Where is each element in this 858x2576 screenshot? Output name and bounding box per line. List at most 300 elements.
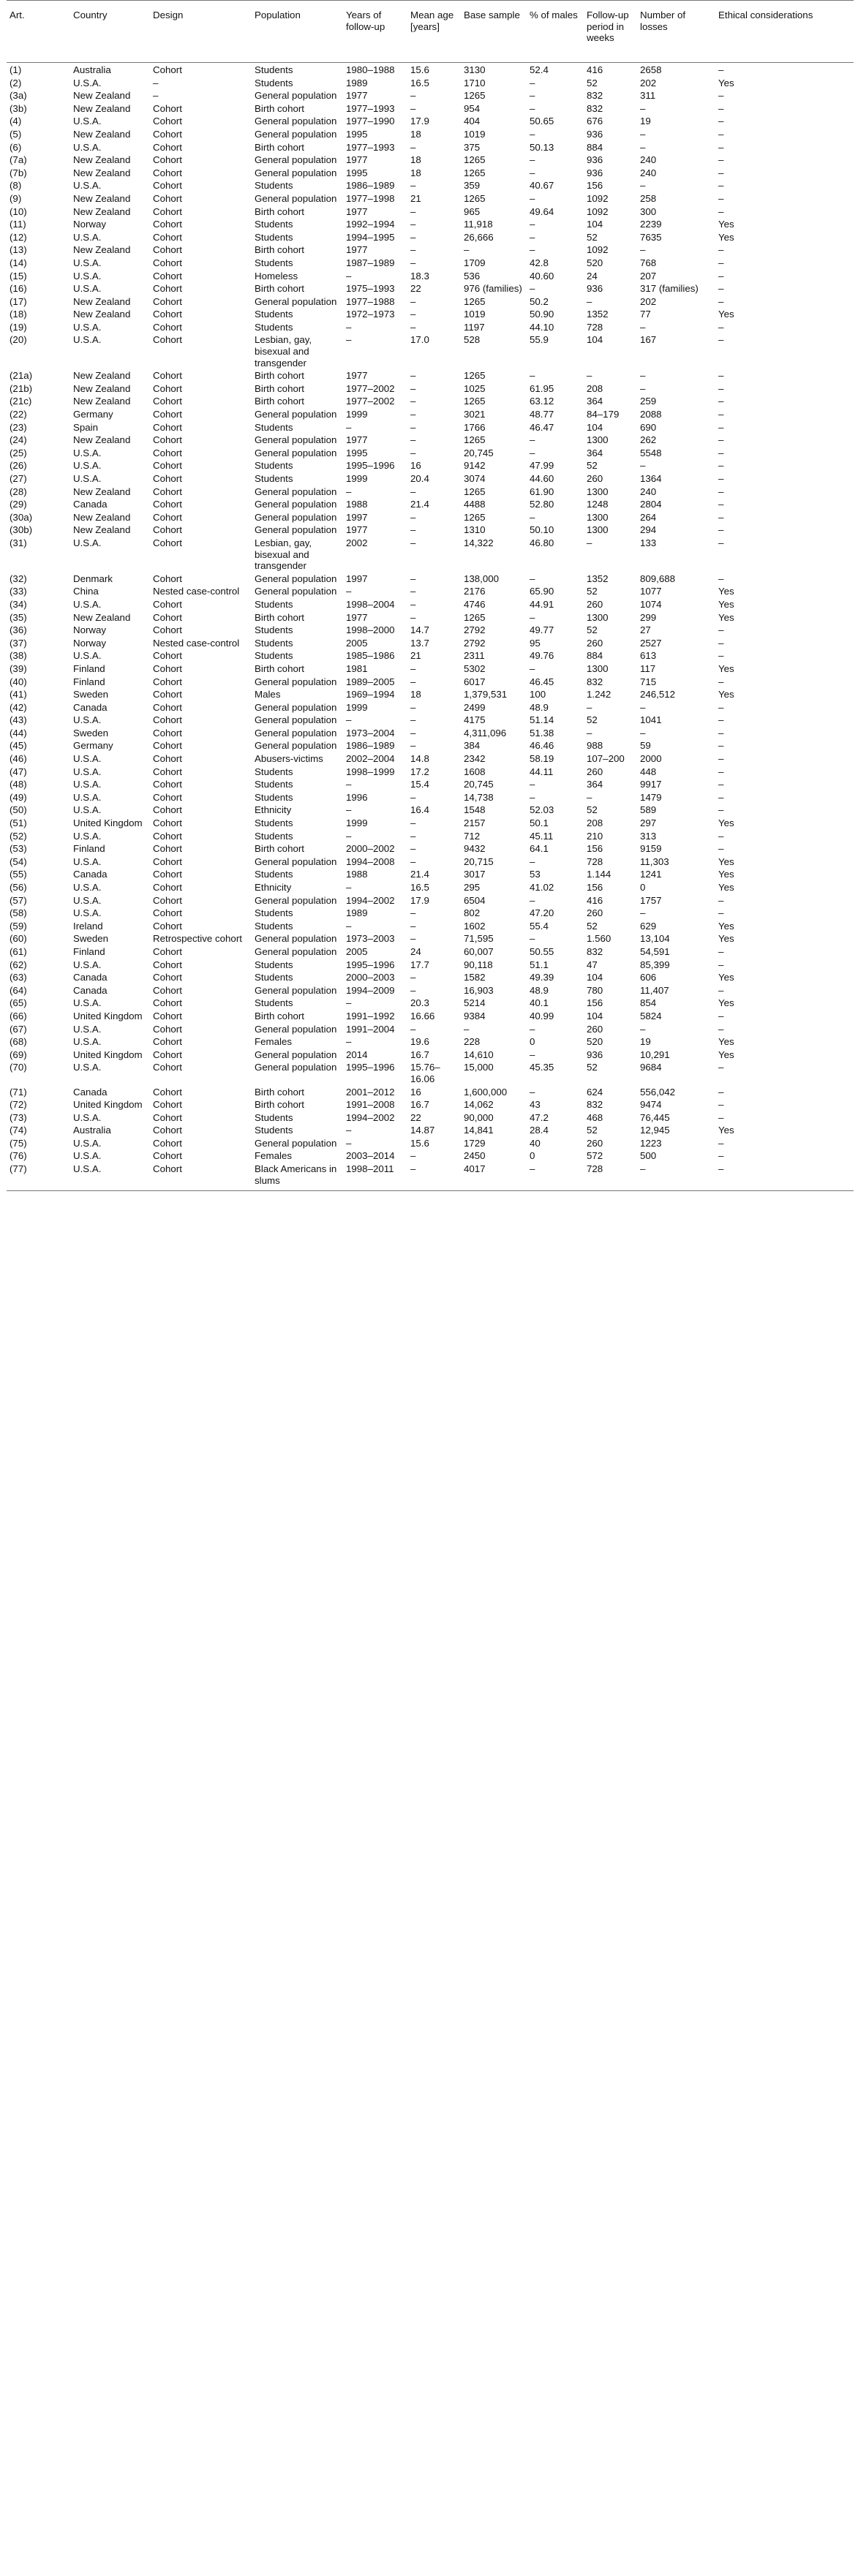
cell-design: Cohort [153, 817, 182, 829]
cell-country: U.S.A. [73, 257, 102, 268]
cell-country: New Zealand [73, 309, 131, 320]
cell-losses: 240 [640, 486, 657, 497]
cell-population: General population [255, 1023, 337, 1035]
cell-losses: 77 [640, 309, 651, 320]
cell-base-sample: 9432 [464, 843, 486, 855]
cell-follow-up-weeks: 84–179 [587, 409, 620, 420]
cell-percent-males: 100 [530, 689, 546, 700]
cell-mean-age: 21.4 [410, 499, 429, 510]
cell-article: (48) [10, 779, 27, 790]
cell-years: – [346, 779, 352, 790]
cell-years: – [346, 486, 352, 497]
cell-follow-up-weeks: 260 [587, 1137, 603, 1149]
cell-follow-up-weeks: 1.144 [587, 869, 611, 880]
cell-mean-age: 16 [410, 460, 421, 472]
cell-losses: – [640, 382, 646, 394]
cell-follow-up-weeks: 884 [587, 650, 603, 662]
cell-ethical: – [718, 167, 724, 178]
cell-mean-age: – [410, 586, 416, 597]
cell-design: Cohort [153, 167, 182, 178]
cell-losses: 2658 [640, 64, 662, 75]
cell-percent-males: 46.80 [530, 537, 554, 548]
cell-country: United Kingdom [73, 1099, 143, 1111]
cell-country: U.S.A. [73, 894, 102, 906]
cell-percent-males: 46.45 [530, 676, 554, 687]
cell-years: 1987–1989 [346, 257, 395, 268]
cell-mean-age: – [410, 511, 416, 523]
cell-follow-up-weeks: 107–200 [587, 753, 625, 765]
cell-mean-age: – [410, 370, 416, 382]
cell-percent-males: 43 [530, 1099, 541, 1111]
table-row [7, 1048, 854, 1061]
cell-percent-males: 52.03 [530, 804, 554, 816]
cell-ethical: – [718, 295, 724, 307]
cell-percent-males: 44.10 [530, 321, 554, 333]
cell-ethical: – [718, 370, 724, 382]
cell-ethical: – [718, 511, 724, 523]
cell-years: – [346, 997, 352, 1009]
cell-population: Students [255, 972, 293, 983]
cell-follow-up-weeks: 260 [587, 907, 603, 919]
cell-mean-age: 17.0 [410, 334, 429, 346]
table-row [7, 127, 854, 140]
cell-years: – [346, 882, 352, 893]
table-row [7, 446, 854, 459]
cell-follow-up-weeks: 936 [587, 128, 603, 140]
cell-years: 2005 [346, 945, 368, 957]
cell-losses: 500 [640, 1150, 657, 1162]
cell-mean-age: – [410, 205, 416, 217]
cell-population: General population [255, 1062, 337, 1073]
cell-years: 1989–2005 [346, 676, 395, 687]
cell-mean-age: 15.6 [410, 64, 429, 75]
cell-country: Canada [73, 499, 108, 510]
cell-base-sample: 2792 [464, 637, 486, 649]
cell-follow-up-weeks: 832 [587, 676, 603, 687]
cell-follow-up-weeks: 104 [587, 334, 603, 346]
cell-percent-males: 52.4 [530, 64, 549, 75]
cell-population: Students [255, 473, 293, 484]
cell-percent-males: – [530, 779, 535, 790]
table-row [7, 611, 854, 624]
cell-follow-up-weeks: 104 [587, 219, 603, 230]
cell-follow-up-weeks: – [587, 701, 592, 713]
cell-design: – [153, 90, 159, 102]
studies-table-container [7, 0, 854, 1191]
cell-percent-males: 40.99 [530, 1010, 554, 1021]
cell-years: 1994–1995 [346, 231, 395, 243]
table-row [7, 458, 854, 472]
cell-article: (1) [10, 64, 22, 75]
cell-population: General population [255, 154, 337, 166]
cell-follow-up-weeks: – [587, 537, 592, 548]
cell-population: Males [255, 689, 281, 700]
cell-base-sample: 20,745 [464, 447, 494, 458]
cell-follow-up-weeks: 260 [587, 766, 603, 777]
cell-country: New Zealand [73, 154, 131, 166]
cell-losses: 299 [640, 611, 657, 623]
cell-years: – [346, 334, 352, 346]
cell-follow-up-weeks: 416 [587, 64, 603, 75]
cell-design: Cohort [153, 959, 182, 970]
table-row [7, 63, 854, 76]
cell-base-sample: 4017 [461, 1162, 527, 1191]
cell-ethical: Yes [718, 933, 734, 945]
cell-follow-up-weeks: 936 [587, 167, 603, 178]
cell-population: Students [255, 920, 293, 932]
cell-article: (77) [7, 1162, 70, 1191]
cell-mean-age: – [410, 920, 416, 932]
cell-losses: – [640, 128, 646, 140]
cell-years: 2001–2012 [346, 1086, 395, 1098]
cell-percent-males: 51.1 [530, 959, 549, 970]
cell-mean-age: 16.5 [410, 77, 429, 88]
cell-country: New Zealand [73, 128, 131, 140]
table-row [7, 382, 854, 395]
cell-years: 1972–1973 [346, 309, 395, 320]
cell-ethical: – [718, 321, 724, 333]
cell-country: Norway [73, 637, 107, 649]
table-row [7, 230, 854, 243]
cell-base-sample: 976 (families) [464, 283, 522, 295]
cell-follow-up-weeks: 832 [587, 1099, 603, 1111]
cell-follow-up-weeks: 572 [587, 1150, 603, 1162]
cell-follow-up-weeks: 260 [587, 473, 603, 484]
cell-percent-males: 55.9 [530, 334, 549, 346]
cell-years: 1991–1992 [346, 1010, 395, 1021]
cell-ethical: Yes [718, 882, 734, 893]
cell-base-sample: 1265 [464, 167, 486, 178]
cell-population: General population [255, 167, 337, 178]
cell-design: Cohort [153, 1111, 182, 1123]
cell-ethical: – [718, 486, 724, 497]
cell-base-sample: 1709 [464, 257, 486, 268]
cell-design: Cohort [153, 869, 182, 880]
cell-country: U.S.A. [73, 1137, 102, 1149]
cell-years: – [346, 830, 352, 842]
cell-years: 1995–1996 [346, 959, 395, 970]
cell-percent-males: – [530, 102, 535, 114]
cell-ethical: – [718, 524, 724, 536]
cell-losses: 2804 [640, 499, 662, 510]
cell-country: U.S.A. [73, 830, 102, 842]
cell-mean-age: 24 [410, 945, 421, 957]
cell-population: General population [255, 855, 337, 867]
cell-article: (20) [10, 334, 27, 346]
column-header: Ethical considerations [715, 1, 854, 63]
cell-ethical: – [718, 676, 724, 687]
cell-follow-up-weeks: 1248 [587, 499, 609, 510]
cell-population: General population [255, 586, 337, 597]
cell-ethical: – [718, 421, 724, 433]
cell-percent-males: 40.1 [530, 997, 549, 1009]
cell-article: (27) [10, 473, 27, 484]
cell-mean-age: – [410, 231, 416, 243]
column-header: Design [150, 1, 252, 63]
cell-percent-males: – [530, 1023, 535, 1035]
cell-base-sample: 14,322 [464, 537, 494, 548]
cell-article: (50) [10, 804, 27, 816]
cell-population: General population [255, 409, 337, 420]
cell-ethical: – [718, 1137, 724, 1149]
cell-design: Cohort [153, 598, 182, 610]
cell-base-sample: 9384 [464, 1010, 486, 1021]
cell-base-sample: 2450 [464, 1150, 486, 1162]
cell-ethical: – [718, 1150, 724, 1162]
cell-losses: – [640, 907, 646, 919]
cell-design: Cohort [153, 650, 182, 662]
table-row [7, 536, 854, 572]
cell-percent-males: 40 [530, 1137, 541, 1149]
cell-ethical: – [718, 1111, 724, 1123]
cell-country: New Zealand [73, 244, 131, 256]
table-row [7, 76, 854, 89]
cell-percent-males: 61.95 [530, 382, 554, 394]
cell-years: 1991–2008 [346, 1099, 395, 1111]
cell-mean-age: – [410, 382, 416, 394]
cell-article: (57) [10, 894, 27, 906]
cell-losses: – [640, 141, 646, 153]
cell-country: U.S.A. [73, 959, 102, 970]
cell-follow-up-weeks: 104 [587, 972, 603, 983]
cell-mean-age: 18 [410, 689, 421, 700]
cell-base-sample: 1265 [464, 370, 486, 382]
cell-mean-age: – [410, 309, 416, 320]
cell-follow-up-weeks: 104 [587, 421, 603, 433]
cell-country: Ireland [73, 920, 103, 932]
cell-follow-up-weeks: 52 [587, 231, 598, 243]
cell-years: 2005 [346, 637, 368, 649]
cell-population: Birth cohort [255, 843, 304, 855]
cell-mean-age: – [410, 524, 416, 536]
cell-article: (43) [10, 714, 27, 726]
table-row [7, 675, 854, 688]
cell-population: Students [255, 1125, 293, 1136]
cell-ethical: Yes [718, 309, 734, 320]
cell-base-sample: 802 [464, 907, 481, 919]
cell-losses: 11,303 [640, 855, 669, 867]
cell-base-sample: 1265 [464, 611, 486, 623]
cell-follow-up-weeks: 728 [587, 321, 603, 333]
cell-follow-up-weeks: 1300 [587, 434, 609, 446]
cell-percent-males: 51.38 [530, 727, 554, 739]
cell-country: U.S.A. [73, 907, 102, 919]
cell-mean-age: – [410, 447, 416, 458]
cell-base-sample: 90,118 [464, 959, 493, 970]
table-row [7, 282, 854, 295]
cell-ethical: – [718, 1062, 724, 1073]
cell-ethical: Yes [718, 1049, 734, 1060]
cell-country: Finland [73, 843, 105, 855]
cell-mean-age: 18 [410, 167, 421, 178]
cell-ethical: – [718, 116, 724, 127]
cell-design: Cohort [153, 1062, 182, 1073]
column-header: Number of losses [637, 1, 715, 63]
cell-follow-up-weeks: 884 [587, 141, 603, 153]
cell-years: 1999 [346, 473, 368, 484]
cell-mean-age: – [410, 434, 416, 446]
cell-population: Birth cohort [255, 1086, 304, 1098]
cell-country: U.S.A. [73, 447, 102, 458]
cell-percent-males: 41.02 [530, 882, 554, 893]
cell-mean-age: – [410, 321, 416, 333]
cell-mean-age: 20.4 [410, 473, 429, 484]
cell-country: Germany [73, 740, 113, 752]
cell-population: Students [255, 779, 293, 790]
cell-population: General population [255, 1049, 337, 1060]
cell-population: Black Americans in slums [252, 1162, 343, 1191]
cell-percent-males: – [530, 511, 535, 523]
cell-article: (61) [10, 945, 27, 957]
cell-population: Birth cohort [255, 102, 304, 114]
cell-years: 1977–2002 [346, 396, 395, 407]
cell-design: Cohort [153, 945, 182, 957]
cell-country: U.S.A. [73, 460, 102, 472]
cell-years: – [346, 920, 352, 932]
table-row [7, 983, 854, 997]
table-row [7, 153, 854, 166]
cell-percent-males: – [530, 370, 535, 382]
cell-population: General population [255, 486, 337, 497]
cell-article: (42) [10, 701, 27, 713]
cell-losses: – [640, 321, 646, 333]
cell-population: Students [255, 997, 293, 1009]
cell-population: Females [255, 1036, 292, 1048]
cell-ethical: – [718, 984, 724, 996]
cell-base-sample: 14,738 [464, 791, 494, 803]
cell-losses: – [640, 727, 646, 739]
cell-mean-age: 18 [410, 154, 421, 166]
cell-country: Germany [73, 409, 113, 420]
cell-design: Cohort [153, 1010, 182, 1021]
cell-mean-age: – [410, 843, 416, 855]
cell-mean-age: 16.4 [410, 804, 429, 816]
cell-ethical: – [718, 102, 724, 114]
cell-losses: 0 [640, 882, 646, 893]
cell-years: – [346, 1036, 352, 1048]
cell-design: Cohort [153, 460, 182, 472]
cell-design: Cohort [153, 714, 182, 726]
cell-article: (45) [10, 740, 27, 752]
cell-losses: 59 [640, 740, 651, 752]
table-row [7, 269, 854, 282]
cell-article: (54) [10, 855, 27, 867]
cell-years: 1985–1986 [346, 650, 395, 662]
cell-ethical: – [718, 766, 724, 777]
table-row [7, 217, 854, 230]
cell-ethical: – [718, 959, 724, 970]
cell-percent-males: – [530, 167, 535, 178]
cell-follow-up-weeks: 260 [587, 637, 603, 649]
cell-losses: 629 [640, 920, 657, 932]
cell-percent-males: 28.4 [530, 1125, 549, 1136]
cell-article: (24) [10, 434, 27, 446]
cell-base-sample: 3074 [464, 473, 486, 484]
cell-base-sample: 11,918 [464, 219, 493, 230]
cell-years: 1994–2008 [346, 855, 395, 867]
cell-losses: 85,399 [640, 959, 670, 970]
cell-ethical: – [718, 637, 724, 649]
cell-country: U.S.A. [73, 334, 102, 346]
cell-ethical: – [718, 141, 724, 153]
cell-article: (49) [10, 791, 27, 803]
cell-losses: 9159 [640, 843, 662, 855]
cell-losses: 54,591 [640, 945, 670, 957]
cell-years: – [346, 1137, 352, 1149]
cell-years: 1999 [346, 701, 368, 713]
cell-design: Cohort [153, 434, 182, 446]
cell-ethical: – [718, 804, 724, 816]
cell-years: 1980–1988 [346, 64, 395, 75]
cell-country: Australia [73, 1125, 111, 1136]
cell-losses: – [640, 102, 646, 114]
cell-base-sample: 536 [464, 270, 481, 282]
cell-country: U.S.A. [73, 141, 102, 153]
cell-ethical: – [718, 727, 724, 739]
cell-base-sample: 954 [464, 102, 481, 114]
cell-follow-up-weeks: 468 [587, 1111, 603, 1123]
cell-percent-males: 65.90 [530, 586, 554, 597]
cell-follow-up-weeks: 52 [587, 714, 598, 726]
cell-base-sample: 2342 [464, 753, 486, 765]
table-row [7, 1009, 854, 1022]
cell-base-sample: 3017 [464, 869, 486, 880]
cell-population: Birth cohort [255, 662, 304, 674]
cell-years: 1977 [346, 205, 368, 217]
table-row [7, 880, 854, 894]
cell-base-sample: 138,000 [464, 573, 500, 584]
table-row [7, 114, 854, 127]
cell-mean-age: 15.4 [410, 779, 429, 790]
cell-population: Students [255, 309, 293, 320]
cell-article: (69) [10, 1049, 27, 1060]
cell-ethical: – [718, 128, 724, 140]
table-row [7, 1060, 854, 1084]
cell-base-sample: 1608 [464, 766, 486, 777]
cell-ethical: Yes [718, 77, 734, 88]
cell-percent-males: 53 [530, 869, 541, 880]
table-row [7, 88, 854, 102]
cell-design: Cohort [153, 740, 182, 752]
cell-article: (16) [10, 283, 27, 295]
cell-population: Birth cohort [255, 1099, 304, 1111]
cell-population: General population [255, 116, 337, 127]
cell-percent-males: – [530, 244, 535, 256]
cell-article: (7b) [10, 167, 27, 178]
table-row [7, 472, 854, 485]
cell-losses: 1364 [640, 473, 662, 484]
cell-population: Students [255, 321, 293, 333]
cell-base-sample: 1766 [464, 421, 486, 433]
cell-ethical: – [718, 154, 724, 166]
cell-mean-age: – [410, 701, 416, 713]
cell-follow-up-weeks: 1300 [587, 611, 609, 623]
cell-design: Cohort [153, 102, 182, 114]
cell-article: (5) [10, 128, 22, 140]
table-row [7, 1022, 854, 1035]
cell-country: U.S.A. [73, 321, 102, 333]
cell-country: Norway [73, 624, 107, 636]
cell-ethical: Yes [718, 219, 734, 230]
cell-percent-males: 50.90 [530, 309, 554, 320]
table-row [7, 407, 854, 420]
cell-losses: 809,688 [640, 573, 676, 584]
cell-percent-males: – [530, 1049, 535, 1060]
cell-base-sample: 528 [464, 334, 481, 346]
cell-country: U.S.A. [73, 997, 102, 1009]
table-row [7, 765, 854, 778]
cell-country: New Zealand [73, 90, 131, 102]
